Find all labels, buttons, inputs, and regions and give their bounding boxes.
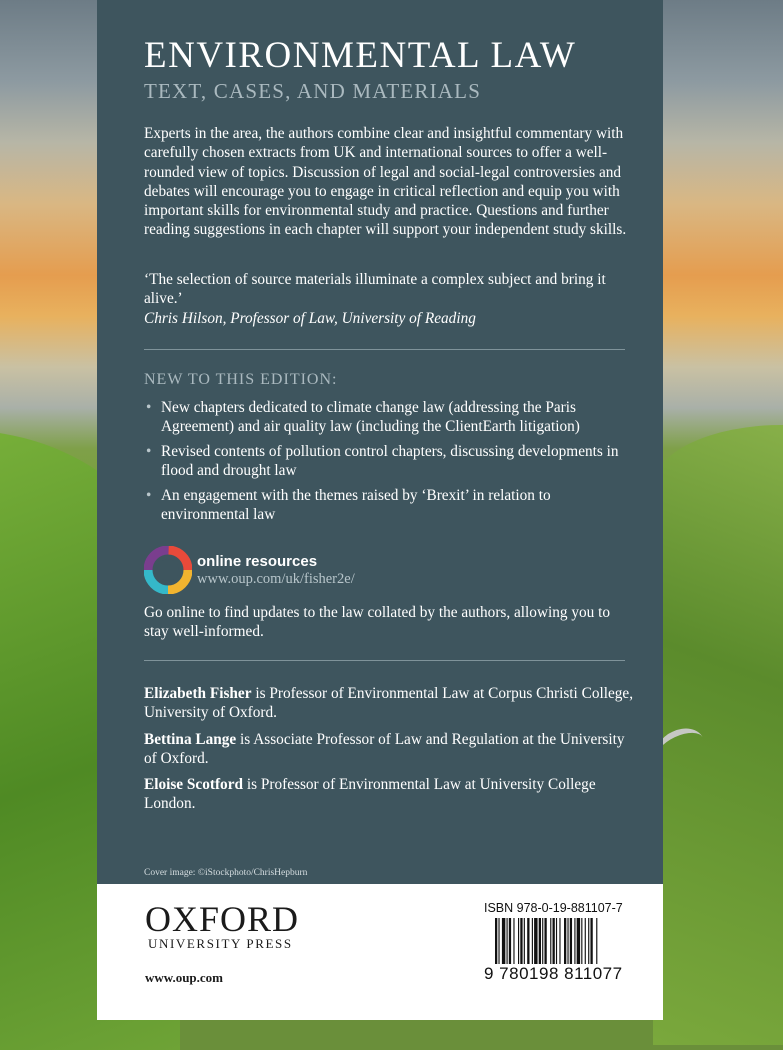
publisher-logo: OXFORD <box>145 899 300 939</box>
barcode-bar <box>544 918 546 964</box>
cover-image-credit: Cover image: ©iStockphoto/ChrisHepburn <box>144 868 308 878</box>
author-description: is Professor of Environmental Law at Corpus Christi College, University of Oxford. <box>144 685 634 722</box>
book-subtitle: TEXT, CASES, AND MATERIALS <box>144 79 482 103</box>
barcode-bar <box>588 918 589 964</box>
barcode-bar <box>507 918 508 964</box>
barcode-bar <box>559 918 560 964</box>
intro-paragraph: Experts in the area, the authors combine clear and insightful commentary with carefully chosen extracts from UK and international sources to offer a well-rounded view of topics. Discussion of legal and social-legal controversies and debates will encourage you to engage in critical reflection and equip you with important skills for environmental study and practice. Questions and further reading suggestions in each chapter will support your independent study skills. <box>144 125 627 239</box>
barcode-bar <box>550 918 551 964</box>
barcode-bar <box>570 918 572 964</box>
barcode-bar <box>556 918 557 964</box>
online-resources-logo-icon <box>144 546 192 594</box>
quote-attribution: Chris Hilson, Professor of Law, University of Reading <box>144 310 476 327</box>
barcode-bar <box>498 918 499 964</box>
list-item-text: An engagement with the themes raised by ‘Brexit’ in relation to environmental law <box>161 487 551 523</box>
barcode-bar <box>542 918 543 964</box>
barcode-bar <box>495 918 497 964</box>
bullet-icon: • <box>146 443 152 460</box>
online-resources-description: Go online to find updates to the law collated by the authors, allowing you to stay well-informed. <box>144 604 611 641</box>
barcode-bar <box>532 918 533 964</box>
barcode-bar <box>581 918 582 964</box>
barcode-bar <box>527 918 529 964</box>
divider <box>144 349 625 350</box>
back-cover-panel <box>97 0 663 884</box>
online-resources-label: online resources <box>197 553 318 570</box>
barcode-bar <box>590 918 592 964</box>
barcode-bar <box>553 918 555 964</box>
barcode-bar <box>574 918 575 964</box>
list-item <box>144 486 634 524</box>
list-item <box>144 398 634 436</box>
divider <box>144 660 625 661</box>
online-resources-url[interactable]: www.oup.com/uk/fisher2e/ <box>197 571 355 587</box>
barcode-bar <box>596 918 597 964</box>
barcode-bar <box>564 918 566 964</box>
book-title: ENVIRONMENTAL LAW <box>144 35 577 76</box>
barcode-bar <box>539 918 541 964</box>
author-name: Elizabeth Fisher <box>144 685 252 702</box>
author-bio <box>144 684 634 723</box>
isbn-label: ISBN 978-0-19-881107-7 <box>484 901 623 915</box>
barcode-bar <box>520 918 522 964</box>
list-item-text: New chapters dedicated to climate change law (addressing the Paris Agreement) and air quality law (including the ClientEarth litigation) <box>161 399 580 435</box>
list-item-text: Revised contents of pollution control chapters, discussing developments in flood and drought law <box>161 443 619 479</box>
barcode-bar <box>518 918 519 964</box>
author-name: Bettina Lange <box>144 731 237 748</box>
barcode-bar <box>502 918 505 964</box>
bullet-icon: • <box>146 399 152 416</box>
list-item <box>144 442 634 480</box>
barcode-bar <box>577 918 580 964</box>
barcode-bar <box>585 918 586 964</box>
barcode-icon <box>495 918 630 964</box>
publisher-url[interactable]: www.oup.com <box>145 970 224 985</box>
author-bio <box>144 730 634 769</box>
barcode-bar <box>524 918 525 964</box>
new-edition-heading: NEW TO THIS EDITION: <box>144 371 338 388</box>
review-quote: ‘The selection of source materials illuminate a complex subject and bring it alive.’ <box>144 271 606 308</box>
publisher-subtitle: UNIVERSITY PRESS <box>148 936 293 951</box>
author-bio <box>144 775 634 814</box>
author-name: Eloise Scotford <box>144 776 243 793</box>
new-edition-list <box>144 398 634 530</box>
barcode-bar <box>513 918 514 964</box>
bullet-icon: • <box>146 487 152 504</box>
publisher-strip <box>97 884 663 1020</box>
author-description: is Associate Professor of Law and Regulation at the University of Oxford. <box>144 731 625 768</box>
author-description: is Professor of Environmental Law at University College London. <box>144 776 596 813</box>
barcode-bar <box>509 918 511 964</box>
ean-number: 9 780198 811077 <box>484 964 623 983</box>
barcode-bar <box>567 918 568 964</box>
barcode-bar <box>534 918 537 964</box>
